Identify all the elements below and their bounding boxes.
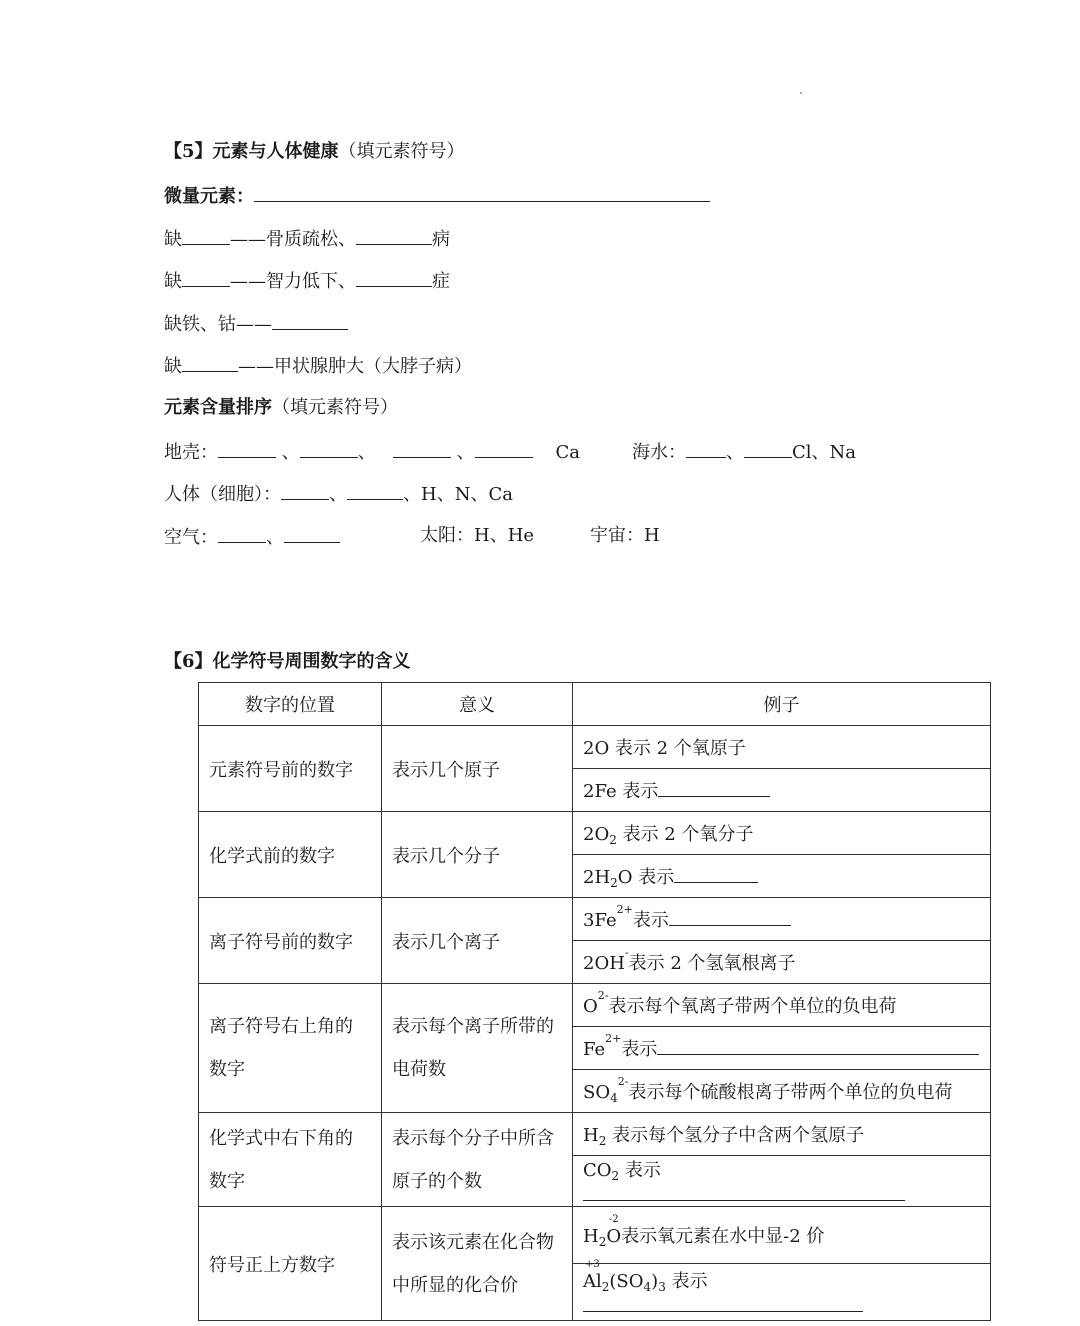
row5-example-2 — [573, 1156, 991, 1207]
deficiency-line-4 — [164, 353, 472, 379]
row6-ex2-valence — [583, 1259, 602, 1292]
row4-position-l2: 数字 — [209, 1059, 245, 1080]
human-body-blank-1[interactable] — [281, 481, 329, 500]
row2-ex2-sub: 2 — [610, 876, 618, 890]
row5-ex1-post: 表示每个氢分子中含两个氢原子 — [606, 1125, 865, 1146]
line4-mid: ——甲状腺肿大（大脖子病） — [238, 356, 472, 377]
row4-ex3-pre: SO — [583, 1082, 611, 1103]
row5-example-1 — [573, 1113, 991, 1156]
air-blank-2[interactable] — [284, 524, 340, 543]
row5-meaning-l2: 原子的个数 — [392, 1170, 482, 1192]
row6-ex2-blank[interactable] — [583, 1293, 863, 1312]
row2-ex2-blank[interactable] — [674, 864, 758, 883]
row5-ex2-post: 表示 — [619, 1160, 661, 1181]
row6-ex2-element: Al — [583, 1271, 602, 1292]
table-row — [199, 1113, 991, 1156]
row6-ex2-valence-mark: +3 — [585, 1259, 600, 1270]
human-body-line — [164, 481, 513, 507]
row1-meaning: 表示几个原子 — [382, 726, 573, 812]
air-sep: 、 — [266, 527, 284, 548]
row5-ex2-pre: CO — [583, 1160, 612, 1181]
table-row — [199, 1207, 991, 1264]
row6-meaning — [382, 1207, 573, 1321]
row2-ex1-post: 表示 2 个氧分子 — [616, 824, 754, 845]
row1-example-2 — [573, 769, 991, 812]
row2-example-1 — [573, 812, 991, 855]
row4-ex3-sub: 4 — [610, 1091, 618, 1105]
number-meaning-table — [198, 682, 991, 1321]
row5-ex2-blank[interactable] — [583, 1182, 905, 1201]
row6-ex1-post: 表示氧元素在水中显-2 价 — [621, 1226, 825, 1247]
deficiency-line-3 — [164, 311, 348, 337]
row3-example-1 — [573, 898, 991, 941]
sea-blank-1[interactable] — [686, 439, 726, 458]
table-row — [199, 726, 991, 769]
row3-position: 离子符号前的数字 — [199, 898, 382, 984]
row6-ex1-pre: H — [583, 1226, 599, 1247]
line3-prefix: 缺铁、钴—— — [164, 314, 272, 335]
line2-mid: ——智力低下、 — [230, 271, 356, 292]
sea-label: 海水： — [632, 442, 686, 463]
crust-sep-3: 、 — [456, 442, 475, 463]
row1-position: 元素符号前的数字 — [199, 726, 382, 812]
line3-blank[interactable] — [272, 311, 348, 330]
row2-ex2-post: O 表示 — [617, 867, 675, 888]
row5-position-l2: 数字 — [209, 1170, 245, 1192]
crust-tail: Ca — [555, 442, 581, 463]
line1-mid: ——骨质疏松、 — [230, 229, 356, 250]
crust-blank-3[interactable] — [393, 439, 451, 458]
sun-text: 太阳：H、He — [420, 525, 535, 546]
line4-blank[interactable] — [182, 353, 238, 372]
row2-example-2 — [573, 855, 991, 898]
row2-meaning: 表示几个分子 — [382, 812, 573, 898]
row5-ex2-sub: 2 — [611, 1169, 620, 1183]
row6-ex2-sub: 2 — [601, 1280, 610, 1294]
order-title: 元素含量排序 — [164, 397, 272, 418]
row4-meaning — [382, 984, 573, 1113]
human-body-label: 人体（细胞）： — [164, 484, 281, 505]
row6-ex2-post: 表示 — [665, 1271, 708, 1292]
header-meaning: 意义 — [382, 683, 573, 726]
row4-ex2-post: 表示 — [621, 1039, 658, 1060]
row3-ex2-sup: - — [624, 946, 629, 959]
row1-ex2-text: 2Fe 表示 — [583, 781, 659, 802]
row6-meaning-l2: 中所显的化合价 — [392, 1274, 518, 1296]
row6-ex2-sub3: 3 — [658, 1280, 666, 1294]
row2-ex1-sub: 2 — [609, 833, 617, 847]
order-note: （填元素符号） — [272, 397, 398, 418]
row6-ex2-close: ) — [651, 1271, 659, 1292]
human-body-blank-2[interactable] — [347, 481, 403, 500]
universe-text: 宇宙：H — [590, 525, 660, 546]
row4-meaning-l2: 电荷数 — [392, 1059, 446, 1080]
line1-suffix: 病 — [432, 229, 450, 250]
crust-label: 地壳： — [164, 442, 218, 463]
row1-ex2-blank[interactable] — [658, 778, 770, 797]
row4-example-3 — [573, 1070, 991, 1113]
row3-ex1-blank[interactable] — [669, 907, 791, 926]
section6-title: 【6】化学符号周围数字的含义 — [164, 651, 411, 672]
order-heading — [164, 396, 398, 420]
row4-ex2-pre: Fe — [583, 1039, 606, 1060]
line2-prefix: 缺 — [164, 271, 182, 292]
header-example: 例子 — [573, 683, 991, 726]
row2-position: 化学式前的数字 — [199, 812, 382, 898]
table-row — [199, 984, 991, 1027]
line2-blank-1[interactable] — [182, 268, 230, 287]
air-blank-1[interactable] — [218, 524, 266, 543]
row4-meaning-l1: 表示每个离子所带的 — [392, 1016, 554, 1037]
row2-ex2-pre: 2H — [583, 867, 611, 888]
row6-example-1 — [573, 1207, 991, 1264]
row4-ex3-post: 表示每个硫酸根离子带两个单位的负电荷 — [628, 1082, 953, 1103]
row2-ex1-pre: 2O — [583, 824, 610, 845]
crust-sep-1: 、 — [281, 442, 300, 463]
trace-elements-label: 微量元素： — [164, 186, 254, 207]
trace-elements-line — [164, 183, 710, 209]
row1-example-1: 2O 表示 2 个氧原子 — [573, 726, 991, 769]
table-row — [199, 812, 991, 855]
row4-position-l1: 离子符号右上角的 — [209, 1016, 353, 1037]
sea-sep-1: 、 — [726, 442, 744, 463]
human-body-sep: 、 — [329, 484, 347, 505]
line1-blank-2[interactable] — [356, 226, 432, 245]
row4-position — [199, 984, 382, 1113]
row5-ex1-pre: H — [583, 1125, 599, 1146]
section5-heading — [164, 140, 465, 164]
deficiency-line-1 — [164, 226, 450, 252]
crust-blank-2[interactable] — [300, 439, 358, 458]
table-row — [199, 898, 991, 941]
crust-blank-4[interactable] — [475, 439, 533, 458]
sea-tail: Cl、Na — [792, 442, 857, 463]
table-header-row — [199, 683, 991, 726]
row5-meaning — [382, 1113, 573, 1207]
section5-title: 【5】元素与人体健康 — [164, 141, 339, 162]
row5-position-l1: 化学式中右下角的 — [209, 1127, 353, 1149]
line4-prefix: 缺 — [164, 356, 182, 377]
row4-example-2 — [573, 1027, 991, 1070]
row3-ex2-post: 表示 2 个氢氧根离子 — [628, 953, 796, 974]
header-position: 数字的位置 — [199, 683, 382, 726]
row3-meaning: 表示几个离子 — [382, 898, 573, 984]
row4-ex2-blank[interactable] — [657, 1036, 979, 1055]
scan-dot — [800, 92, 802, 94]
row6-ex1-sub: 2 — [598, 1235, 607, 1249]
row4-ex2-sup: 2+ — [605, 1032, 622, 1045]
section5-title-note: （填元素符号） — [338, 141, 465, 162]
row4-ex1-post: 表示每个氧离子带两个单位的负电荷 — [608, 996, 897, 1017]
air-line — [164, 524, 340, 550]
sea-blank-2[interactable] — [744, 439, 792, 458]
deficiency-line-2 — [164, 268, 450, 294]
row4-ex3-sup: 2- — [617, 1075, 629, 1088]
row6-ex2-mid: (SO — [609, 1271, 644, 1292]
row4-ex1-pre: O — [583, 996, 598, 1017]
row3-ex2-pre: 2OH — [583, 953, 625, 974]
trace-elements-blank[interactable] — [254, 183, 710, 202]
row3-ex1-sup: 2+ — [616, 903, 633, 916]
row4-ex1-sup: 2- — [597, 989, 609, 1002]
row6-ex1-element: O — [606, 1226, 622, 1247]
row5-ex1-sub: 2 — [598, 1134, 607, 1148]
air-label: 空气： — [164, 527, 218, 548]
row3-ex1-post: 表示 — [632, 910, 669, 931]
line1-blank-1[interactable] — [182, 226, 230, 245]
sea-line — [632, 439, 856, 465]
line2-suffix: 症 — [432, 271, 450, 292]
row4-example-1 — [573, 984, 991, 1027]
row6-ex1-valence-mark: -2 — [608, 1214, 619, 1225]
line1-prefix: 缺 — [164, 229, 182, 250]
row3-example-2 — [573, 941, 991, 984]
row6-ex1-valence — [606, 1214, 622, 1247]
row5-position — [199, 1113, 382, 1207]
row6-example-2 — [573, 1259, 991, 1321]
row6-position: 符号正上方数字 — [199, 1207, 382, 1321]
crust-sep-2: 、 — [357, 442, 376, 463]
crust-line — [164, 439, 580, 465]
crust-blank-1[interactable] — [218, 439, 276, 458]
row3-ex1-pre: 3Fe — [583, 910, 617, 931]
row5-meaning-l1: 表示每个分子中所含 — [392, 1127, 554, 1149]
human-body-tail: 、H、N、Ca — [403, 484, 513, 505]
line2-blank-2[interactable] — [356, 268, 432, 287]
row6-meaning-l1: 表示该元素在化合物 — [392, 1231, 554, 1253]
row6-ex2-sub2: 4 — [643, 1280, 652, 1294]
